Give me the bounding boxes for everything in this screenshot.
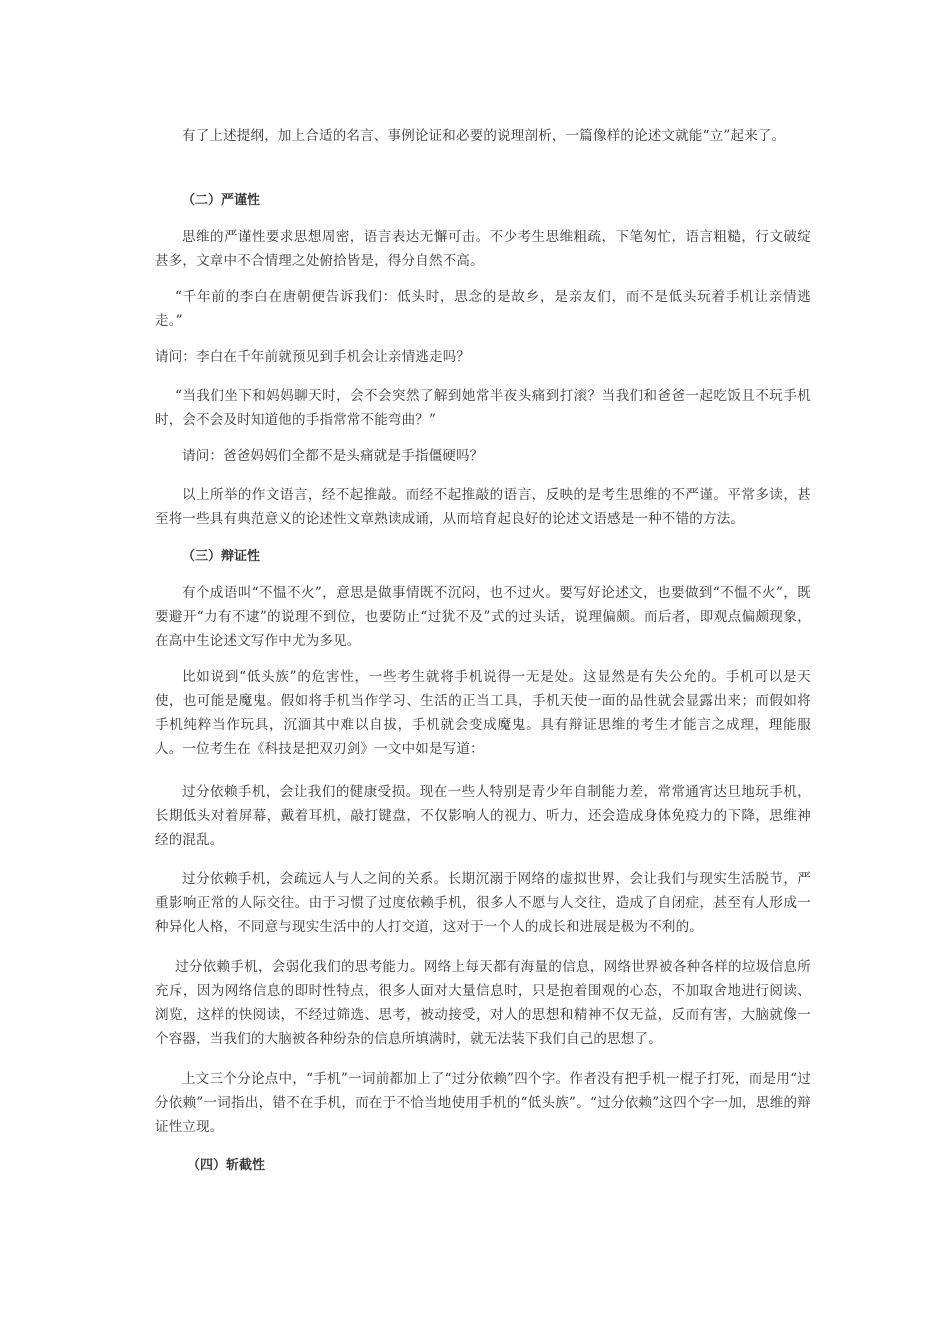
paragraph-question-li-bai: 请问：李白在千年前就预见到手机会让亲情逃走吗？ [155, 349, 471, 365]
paragraph-quote-li-bai: “千年前的李白在唐朝便告诉我们：低头时，思念的是故乡，是亲友们，而不是低头玩着手机让亲情逃走。” [155, 289, 811, 329]
paragraph-phone-example: 比如说到“低头族”的危害性，一些考生就将手机说得一无是处。这显然是有失公允的。手机可以是天使，也可能是魔鬼。假如将手机当作学习、生活的正当工具，手机天使一面的品性就会显露出来；而假如将手机纯粹当作玩具，沉湎其中难以自拔，手机就会变成魔鬼。具有辩证思维的考生才能言之成理，理能服人。一位考生在《科技是把双刃剑》一文中如是写道： [155, 669, 811, 757]
paragraph-relationships: 过分依赖手机，会疏远人与人之间的关系。长期沉溺于网络的虚拟世界，会让我们与现实生活脱节，严重影响正常的人际交往。由于习惯了过度依赖手机，很多人不愿与人交往，造成了自闭症，甚至有人形成一种异化人格，不同意与现实生活中的人打交道，这对于一个人的成长和进展是极为不利的。 [155, 871, 811, 935]
heading-dialectics: （三）辩证性 [182, 549, 261, 564]
paragraph-conclusion-outline: 有了上述提纲，加上合适的名言、事例论证和必要的说理剖析，一篇像样的论述文就能“立”起来了。 [182, 128, 786, 144]
paragraph-rigor-definition: 思维的严谨性要求思想周密，语言表达无懈可击。不少考生思维粗疏，下笔匆忙，语言粗糙，行文破绽甚多，文章中不合情理之处俯拾皆是，得分自然不高。 [155, 229, 811, 269]
paragraph-health: 过分依赖手机，会让我们的健康受损。现在一些人特别是青少年自制能力差，常常通宵达旦地玩手机，长期低头对着屏幕，戴着耳机，敲打键盘，不仅影响人的视力、听力，还会造成身体免疫力的下降，思维神经的混乱。 [155, 784, 811, 848]
paragraph-question-parents: 请问：爸爸妈妈们全都不是头痛就是手指僵硬吗？ [182, 448, 484, 464]
paragraph-quote-parents: “当我们坐下和妈妈聊天时，会不会突然了解到她常半夜头痛到打滚？当我们和爸爸一起吃饭且不玩手机时，会不会及时知道他的手指常常不能弯曲？” [155, 388, 811, 428]
paragraph-idiom: 有个成语叫“不愠不火”，意思是做事情既不沉闷，也不过火。要写好论述文，也要做到“不愠不火”，既要避开“力有不逮”的说理不到位，也要防止“过犹不及”式的过头话，说理偏颇。而后者，即观点偏颇现象，在高中生论述文写作中尤为多见。 [155, 585, 811, 649]
heading-rigor: （二）严谨性 [182, 193, 261, 208]
heading-decisiveness: （四）斩截性 [187, 1158, 266, 1173]
paragraph-dialectics-summary: 上文三个分论点中，“手机”一词前都加上了“过分依赖”四个字。作者没有把手机一棍子打死，而是用“过分依赖”一词指出，错不在手机，而在于不恰当地使用手机的“低头族”。“过分依赖”这四个字一加，思维的辩证性立现。 [155, 1071, 811, 1135]
paragraph-thinking: 过分依赖手机，会弱化我们的思考能力。网络上每天都有海量的信息，网络世界被各种各样的垃圾信息所充斥，因为网络信息的即时性特点，很多人面对大量信息时，只是抱着围观的心态，不加取舍地进行阅读、浏览，这样的快阅读，不经过筛选、思考，被动接受，对人的思想和精神不仅无益，反而有害，大脑就像一个容器，当我们的大脑被各种纷杂的信息所填满时，就无法装下我们自己的思想了。 [155, 959, 811, 1047]
paragraph-rigor-summary: 以上所举的作文语言，经不起推敲。而经不起推敲的语言，反映的是考生思维的不严谨。平常多读，甚至将一些具有典范意义的论述性文章熟读成诵，从而培育起良好的论述文语感是一种不错的方法。 [155, 487, 811, 527]
